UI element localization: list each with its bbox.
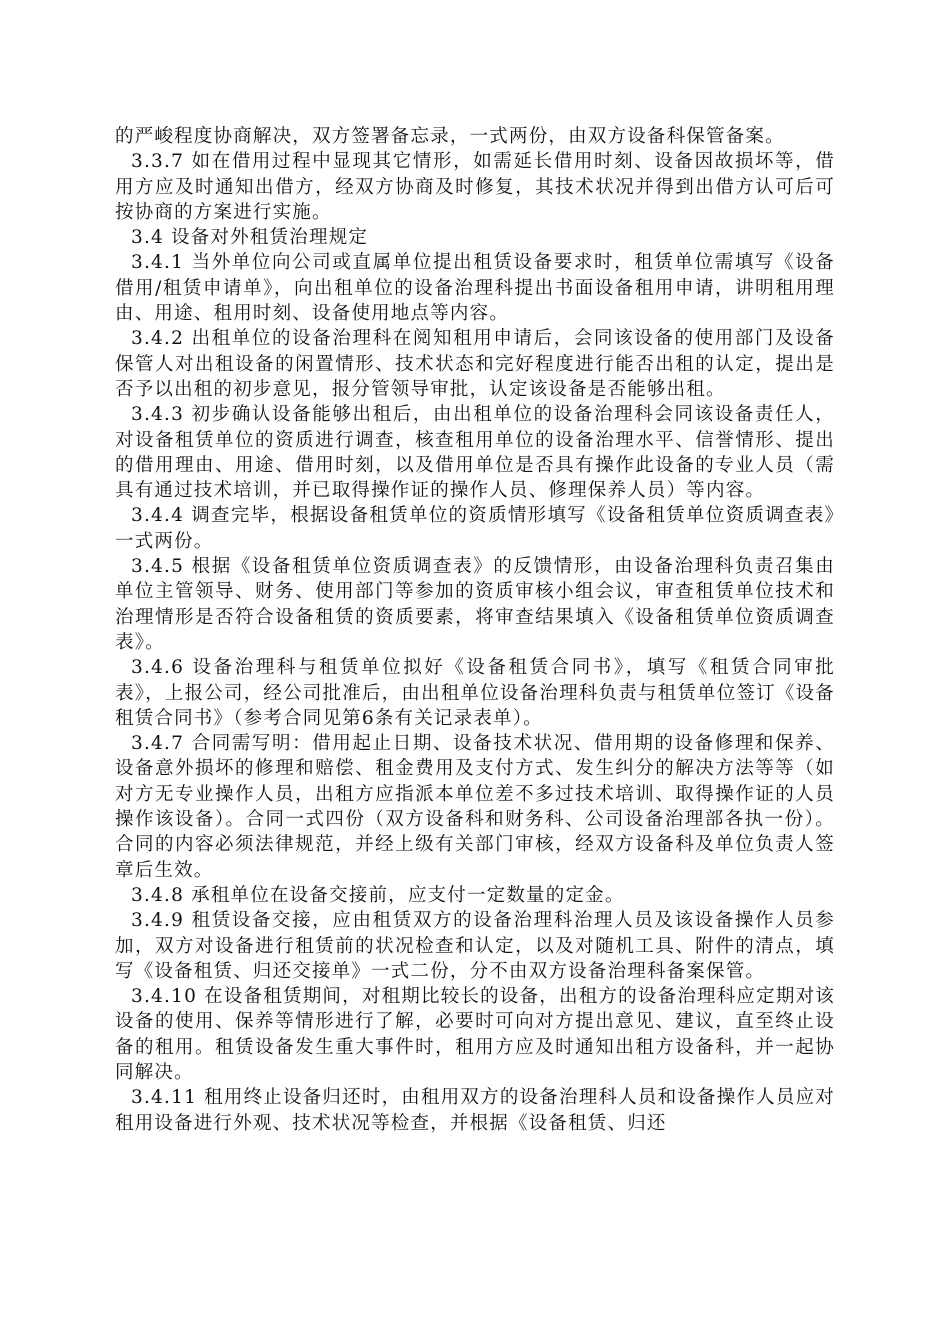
paragraph-3-4-11: 3.4.11 租用终止设备归还时，由租用双方的设备治理科人员和设备操作人员应对租用设备进行外观、技术状况等检查，并根据《设备租赁、归还 xyxy=(115,1087,835,1134)
paragraph-3-4-8: 3.4.8 承租单位在设备交接前，应支付一定数量的定金。 xyxy=(131,884,625,906)
document-body xyxy=(115,124,835,1136)
paragraph-3-4-10: 3.4.10 在设备租赁期间，对租期比较长的设备，出租方的设备治理科应定期对该设备的使用、保养等情形进行了解，必要时可向对方提出意见、建议，直至终止设备的租用。租赁设备发生重大事件时，租用方应及时通知出租方设备科，并一起协同解决。 xyxy=(115,986,835,1083)
section-heading-3-4: 3.4 设备对外租赁治理规定 xyxy=(131,227,369,249)
paragraph-3-4-4: 3.4.4 调查完毕，根据设备租赁单位的资质情形填写《设备租赁单位资质调查表》一式两份。 xyxy=(115,505,835,552)
paragraph-3-4-2: 3.4.2 出租单位的设备治理科在阅知租用申请后，会同该设备的使用部门及设备保管人对出租设备的闲置情形、技术状态和完好程度进行能否出租的认定，提出是否予以出租的初步意见，报分管领导审批，认定该设备是否能够出租。 xyxy=(115,328,835,400)
paragraph-3-4-7: 3.4.7 合同需写明：借用起止日期、设备技术状况、借用期的设备修理和保养、设备意外损坏的修理和赔偿、租金费用及支付方式、发生纠分的解决方法等等（如对方无专业操作人员，出租方应指派本单位差不多过技术培训、取得操作证的人员操作该设备）。合同一式四份（双方设备科和财务科、公司设备治理部各执一份）。合同的内容必须法律规范，并经上级有关部门审核，经双方设备科及单位负责人签章后生效。 xyxy=(115,733,835,881)
paragraph-3-3-7: 3.3.7 如在借用过程中显现其它情形，如需延长借用时刻、设备因故损坏等，借用方应及时通知出借方，经双方协商及时修复，其技术状况并得到出借方认可后可按协商的方案进行实施。 xyxy=(115,151,835,223)
paragraph-3-4-6: 3.4.6 设备治理科与租赁单位拟好《设备租赁合同书》，填写《租赁合同审批表》，上报公司，经公司批准后，由出租单位设备治理科负责与租赁单位签订《设备租赁合同书》（参考合同见第6条有关记录表单）。 xyxy=(115,657,835,729)
paragraph-3-4-3: 3.4.3 初步确认设备能够出租后，由出租单位的设备治理科会同该设备责任人，对设备租赁单位的资质进行调查，核查租用单位的设备治理水平、信誉情形、提出的借用理由、用途、借用时刻，以及借用单位是否具有操作此设备的专业人员（需具有通过技术培训，并已取得操作证的操作人员、修理保养人员）等内容。 xyxy=(115,404,835,502)
paragraph-3-4-1: 3.4.1 当外单位向公司或直属单位提出租赁设备要求时，租赁单位需填写《设备借用/租赁申请单》，向出租单位的设备治理科提出书面设备租用申请，讲明租用理由、用途、租用时刻、设备使用地点等内容。 xyxy=(115,252,835,325)
paragraph-continuation: 的严峻程度协商解决，双方签署备忘录，一式两份，由双方设备科保管备案。 xyxy=(115,126,785,147)
paragraph-3-4-9: 3.4.9 租赁设备交接，应由租赁双方的设备治理科治理人员及该设备操作人员参加，双方对设备进行租赁前的状况检查和认定，以及对随机工具、附件的清点，填写《设备租赁、归还交接单》一式二份，分不由双方设备治理科备案保管。 xyxy=(115,910,835,982)
paragraph-3-4-5: 3.4.5 根据《设备租赁单位资质调查表》的反馈情形，由设备治理科负责召集由单位主管领导、财务、使用部门等参加的资质审核小组会议，审查租赁单位技术和治理情形是否符合设备租赁的资质要素，将审查结果填入《设备租赁单位资质调查表》。 xyxy=(115,556,835,653)
